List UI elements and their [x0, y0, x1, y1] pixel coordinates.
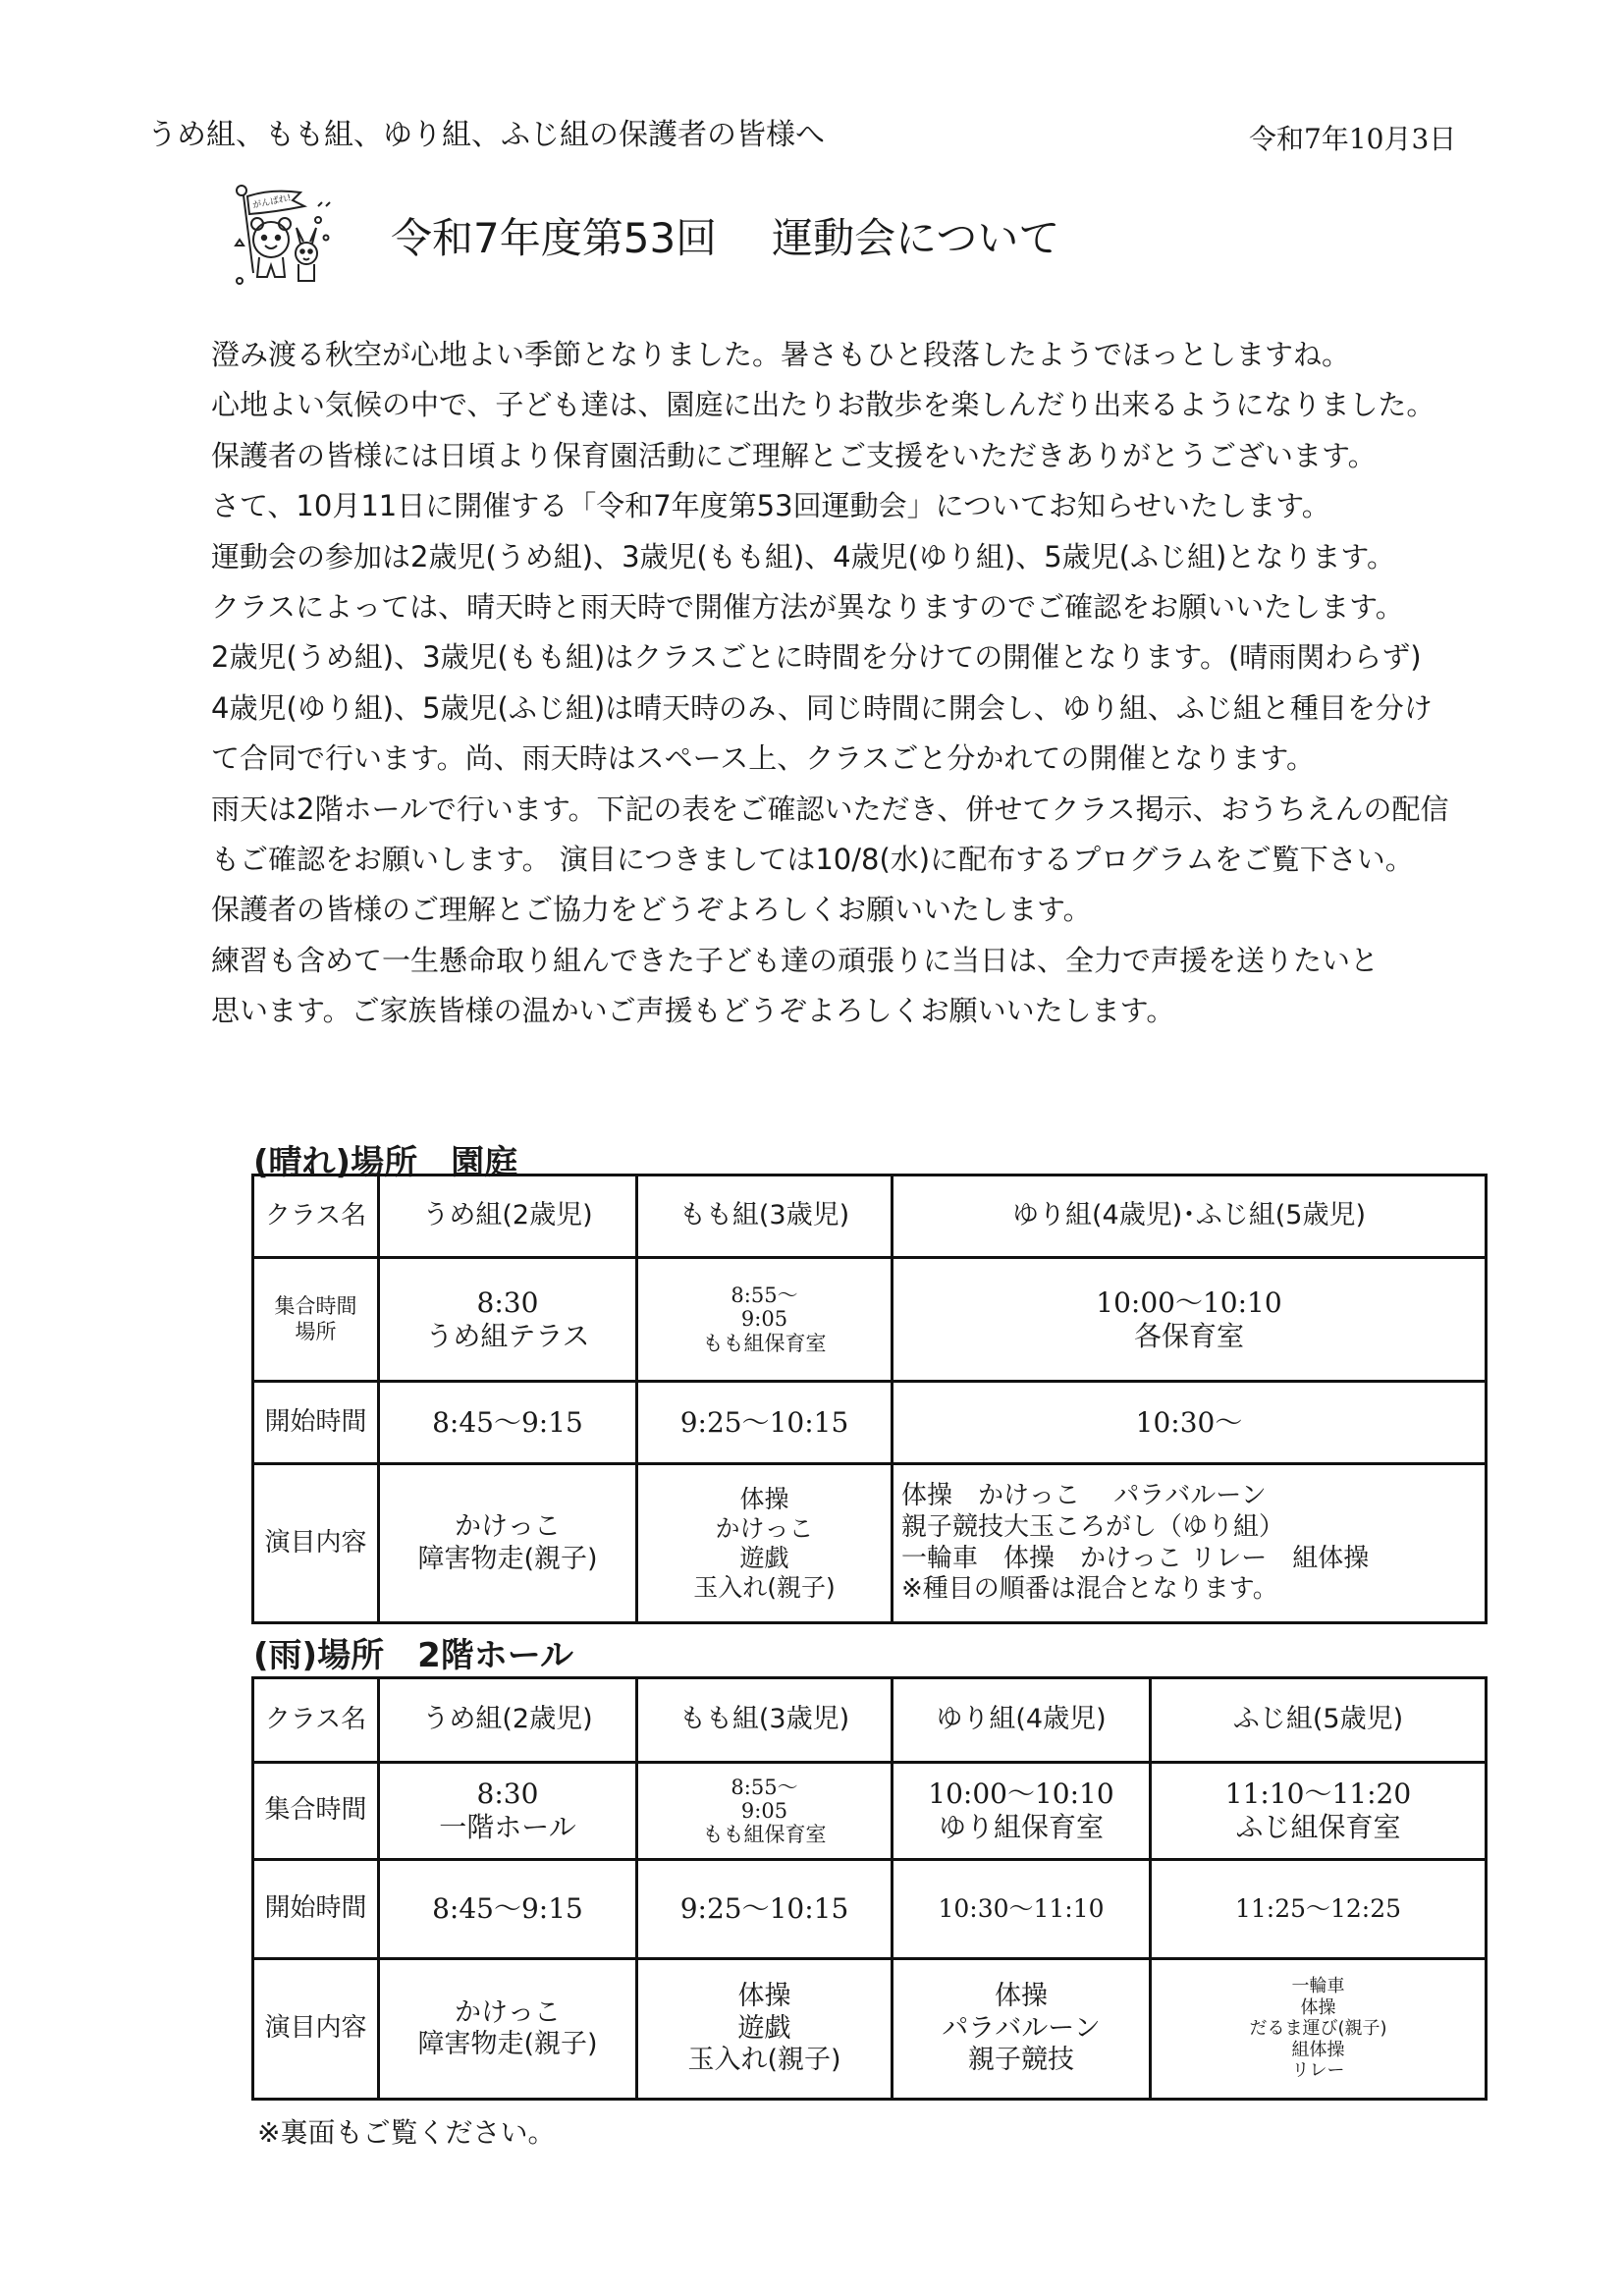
event-item: 障害物走(親子) [417, 1543, 598, 1574]
events-cell [1151, 1959, 1487, 2100]
table-row [253, 1763, 1487, 1860]
events-cell [893, 1464, 1487, 1623]
row-label-class: クラス名 [253, 1175, 379, 1258]
table-row [253, 1382, 1487, 1464]
event-item: 玉入れ(親子) [687, 2045, 841, 2076]
body-line: 練習も含めて一生懸命取り組んできた子ども達の頑張りに当日は、全力で声援を送りたいと [211, 943, 1380, 977]
gather-time: 9:05 [740, 1798, 788, 1823]
row-label-events: 演目内容 [253, 1464, 379, 1623]
table-row [253, 1959, 1487, 2100]
gather-place: もも組保育室 [702, 1331, 827, 1355]
row-label-events: 演目内容 [253, 1959, 379, 2100]
table-row [253, 1860, 1487, 1959]
event-item: かけっこ [455, 1511, 561, 1543]
gather-time: 8:55～ [731, 1775, 798, 1799]
rainy-heading: (雨)場所 2階ホール [253, 1636, 574, 1675]
gather-time: 8:30 [476, 1285, 539, 1319]
event-item: 体操 [737, 1981, 791, 2012]
gather-place: 各保育室 [1133, 1319, 1244, 1352]
gather-time: 11:10～11:20 [1224, 1777, 1412, 1811]
body-line: 保護者の皆様のご理解とご協力をどうぞよろしくお願いいたします。 [211, 893, 1092, 927]
event-item: 一輪車 体操 かけっこ リレー 組体操 [901, 1543, 1370, 1573]
event-item: 体操 [1300, 1996, 1336, 2018]
title-edition: 令和7年度第53回 [391, 214, 718, 262]
events-cell [637, 1464, 893, 1623]
event-item: 遊戯 [739, 1543, 789, 1572]
event-item: 親子競技 [968, 2045, 1074, 2076]
row-label-start: 開始時間 [253, 1860, 379, 1959]
event-item: 組体操 [1291, 2039, 1345, 2060]
event-item: 体操 かけっこ パラバルーン [901, 1481, 1267, 1511]
start-time: 9:25～10:15 [637, 1860, 893, 1959]
gather-cell [637, 1763, 893, 1860]
body-line: て合同で行います。尚、雨天時はスペース上、クラスごと分かれての開催となります。 [211, 741, 1316, 776]
gather-place: ふじ組保育室 [1235, 1811, 1401, 1843]
event-item: 玉入れ(親子) [693, 1572, 836, 1602]
start-time: 8:45～9:15 [379, 1382, 637, 1464]
body-line: 雨天は2階ホールで行います。下記の表をご確認いただき、併せてクラス掲示、おうちえんの配信 [211, 792, 1449, 826]
gather-time: 8:30 [476, 1777, 539, 1811]
greeting: うめ組、もも組、ゆり組、ふじ組の保護者の皆様へ [147, 118, 825, 152]
event-item: 一輪車 [1291, 1976, 1345, 1997]
events-cell [379, 1464, 637, 1623]
sunny-schedule-table [251, 1174, 1488, 1624]
gather-cell [379, 1258, 637, 1382]
row-label-class: クラス名 [253, 1678, 379, 1763]
start-time: 10:30～ [893, 1382, 1487, 1464]
table-row [253, 1464, 1487, 1623]
class-name: ゆり組(4歳児)･ふじ組(5歳児) [893, 1175, 1487, 1258]
title-subject: 運動会について [772, 214, 1060, 262]
gather-cell [379, 1763, 637, 1860]
body-line: 4歳児(ゆり組)、5歳児(ふじ組)は晴天時のみ、同じ時間に開会し、ゆり組、ふじ組と種目を分け [211, 690, 1433, 725]
body-line: 思います。ご家族皆様の温かいご声援もどうぞよろしくお願いいたします。 [211, 994, 1175, 1028]
event-item: リレー [1291, 2060, 1345, 2082]
flag-text: がんばれ! [251, 192, 293, 211]
class-name: ふじ組(5歳児) [1151, 1678, 1487, 1763]
start-time: 8:45～9:15 [379, 1860, 637, 1959]
body-line: 心地よい気候の中で、子ども達は、園庭に出たりお散歩を楽しんだり出来るようになりました。 [211, 388, 1435, 422]
rainy-schedule-table [251, 1676, 1488, 2101]
label-line: 集合時間 [274, 1294, 357, 1319]
event-item: 障害物走(親子) [417, 2029, 598, 2059]
page-title [391, 206, 1059, 265]
event-item: 体操 [739, 1484, 789, 1513]
row-label-start: 開始時間 [253, 1382, 379, 1464]
row-label-gather: 集合時間 [253, 1763, 379, 1860]
body-line: もご確認をお願いします。 演目につきましては10/8(水)に配布するプログラムをご覧下さい。 [211, 842, 1414, 876]
event-item: ※種目の順番は混合となります。 [901, 1574, 1278, 1605]
table-row [253, 1175, 1487, 1258]
gather-time: 8:55～ [731, 1284, 798, 1308]
event-item: 親子競技大玉ころがし（ゆり組） [901, 1511, 1285, 1542]
events-cell [379, 1959, 637, 2100]
footer-note: ※裏面もご覧ください。 [257, 2116, 556, 2149]
sunny-heading: (晴れ)場所 園庭 [253, 1143, 518, 1182]
class-name: もも組(3歳児) [637, 1678, 893, 1763]
body-line: 保護者の皆様には日頃より保育園活動にご理解とご支援をいただきありがとうございます。 [211, 438, 1377, 472]
class-name: うめ組(2歳児) [379, 1678, 637, 1763]
event-item: かけっこ [455, 1996, 561, 2028]
gather-time: 9:05 [740, 1307, 788, 1332]
body-line: クラスによっては、晴天時と雨天時で開催方法が異なりますのでご確認をお願いいたします。 [211, 589, 1404, 624]
class-name: ゆり組(4歳児) [893, 1678, 1151, 1763]
issue-date: 令和7年10月3日 [1249, 123, 1457, 155]
body-line: 澄み渡る秋空が心地よい季節となりました。暑さもひと段落したようでほっとしますね。 [211, 338, 1351, 371]
gather-place: もも組保育室 [702, 1823, 827, 1847]
event-item: パラバルーン [942, 2012, 1101, 2044]
row-label-gather [253, 1258, 379, 1382]
letter-body [211, 330, 1449, 1036]
gather-time: 10:00～10:10 [1096, 1285, 1282, 1319]
body-line: 運動会の参加は2歳児(うめ組)、3歳児(もも組)、4歳児(ゆり組)、5歳児(ふじ組)となります。 [211, 539, 1395, 574]
class-name: もも組(3歳児) [637, 1175, 893, 1258]
label-line: 場所 [295, 1319, 337, 1343]
events-cell [637, 1959, 893, 2100]
body-line: さて、10月11日に開催する「令和7年度第53回運動会」についてお知らせいたします。 [211, 489, 1330, 523]
start-time: 10:30～11:10 [893, 1860, 1151, 1959]
event-item: だるま運び(親子) [1249, 2018, 1387, 2040]
event-item: かけっこ [715, 1513, 814, 1543]
gather-place: うめ組テラス [425, 1319, 590, 1352]
body-line: 2歳児(うめ組)、3歳児(もも組)はクラスごとに時間を分けての開催となります。(晴雨関わらず) [211, 640, 1422, 675]
gather-place: ゆり組保育室 [938, 1811, 1104, 1843]
event-item: 体操 [995, 1981, 1048, 2012]
gather-cell [893, 1258, 1487, 1382]
table-row [253, 1258, 1487, 1382]
gather-time: 10:00～10:10 [928, 1777, 1114, 1811]
start-time: 11:25～12:25 [1151, 1860, 1487, 1959]
gather-cell [1151, 1763, 1487, 1860]
class-name: うめ組(2歳児) [379, 1175, 637, 1258]
gather-cell [637, 1258, 893, 1382]
gather-place: 一階ホール [439, 1811, 576, 1843]
start-time: 9:25～10:15 [637, 1382, 893, 1464]
gather-cell [893, 1763, 1151, 1860]
table-row [253, 1678, 1487, 1763]
cheering-mascot-icon [232, 183, 346, 291]
events-cell [893, 1959, 1151, 2100]
event-item: 遊戯 [737, 2012, 791, 2044]
